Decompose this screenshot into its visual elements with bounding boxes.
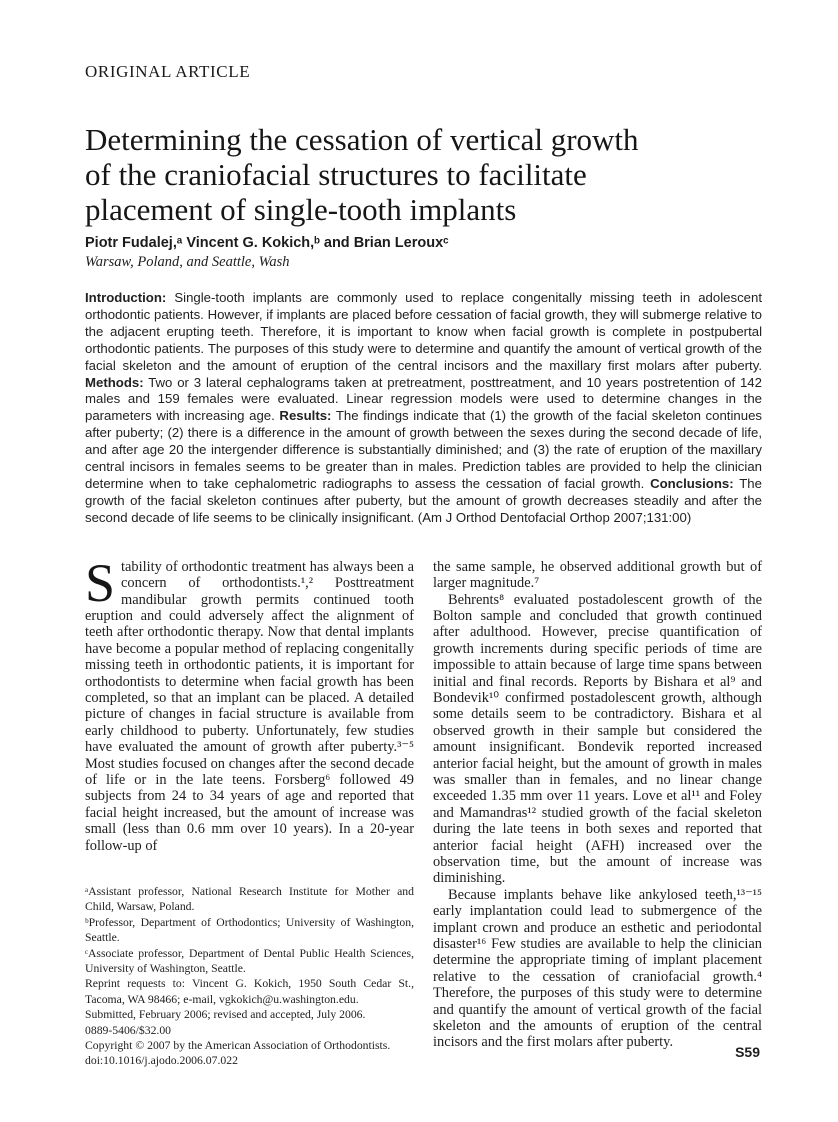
footnote-issn-price: 0889-5406/$32.00 <box>85 1023 172 1037</box>
article-type-label: ORIGINAL ARTICLE <box>85 62 251 81</box>
title-line-2: of the craniofacial structures to facilitate <box>85 157 587 192</box>
abstract-label-introduction: Introduction: <box>85 290 167 305</box>
body-paragraph-behrents: Behrents⁸ evaluated postadolescent growth of the Bolton sample and concluded that growth continued after adulthood. However, precise quantification of growth increments during specific periods of time are impossible to attain because of large time spans between initial and final records. Reports by Bishara et al⁹ and Bondevik¹⁰ confirmed postadolescent growth, although some details seem to be contradictory. Bishara et al observed growth in their sample but considered the amount insignificant. Bondevik reported increased anterior facial height, but the amount of growth in males was smaller than in females, and no linear change exceeded 1.35 mm over 11 years. Love et al¹¹ and Foley and Mamandras¹² studied growth of the facial skeleton during the late teens in both sexes and reported that anterior facial height (AFH) increased over the observation time, but the amount of increase was diminishing. <box>433 591 762 887</box>
left-column <box>85 552 414 1069</box>
footnote-copyright: Copyright © 2007 by the American Association of Orthodontists. <box>85 1039 391 1053</box>
footnote-affiliation-c: ᶜAssociate professor, Department of Dental Public Health Sciences, University of Washington, Seattle. <box>85 946 414 976</box>
body-columns <box>85 552 762 1069</box>
footnote-affiliation-a: ᵃAssistant professor, National Research Institute for Mother and Child, Warsaw, Poland. <box>85 885 414 914</box>
right-column <box>433 559 762 1069</box>
footnote-submission-dates: Submitted, February 2006; revised and accepted, July 2006. <box>85 1008 366 1022</box>
abstract <box>85 290 762 527</box>
page-number: S59 <box>735 1044 760 1060</box>
title-line-1: Determining the cessation of vertical growth <box>85 122 639 157</box>
footnote-reprint-requests: Reprint requests to: Vincent G. Kokich, 1950 South Cedar St., Tacoma, WA 98466; e-mail, vgkokich@u.washington.edu. <box>85 977 414 1006</box>
footnote-affiliation-b: ᵇProfessor, Department of Orthodontics; University of Washington, Seattle. <box>85 915 414 945</box>
abstract-label-results: Results: <box>279 408 332 424</box>
drop-cap: S <box>85 552 116 613</box>
article-title <box>85 122 762 227</box>
footnote-doi: doi:10.1016/j.ajodo.2006.07.022 <box>85 1054 238 1068</box>
footnotes-block <box>85 884 414 1069</box>
abstract-label-conclusions: Conclusions: <box>650 475 734 491</box>
abstract-text-results: The findings indicate that (1) the growth of the facial skeleton continues after puberty; (2) there is a difference in the amount of growth between the sexes during the second decade of life, and after age 20 the intergender difference is substantially diminished; and (3) the rate of eruption of the maxillary central incisors in females seems to be greater than in males. Prediction tables are provided to help the clinician determine when to take cephalometric radiographs to assess the cessation of facial growth. <box>85 408 763 491</box>
title-line-3: placement of single-tooth implants <box>85 192 517 227</box>
abstract-text-conclusions: The growth of the facial skeleton continues after puberty, but the amount of growth decreases steadily and after the second decade of life seems to be clinically insignificant. (Am J Orthod Dentofacial Orthop 2007;131:00) <box>85 475 762 525</box>
paragraph-text: tability of orthodontic treatment has always been a concern of orthodontists.¹,² Posttreatment mandibular growth permits continued tooth eruption and could adversely affect the alignment of teeth after orthodontic therapy. Now that dental implants have become a popular method of replacing congenitally missing teeth in orthodontic patients, it is important for orthodontists to determine when facial growth has been completed, so that an implant can be placed. A detailed picture of changes in facial structure is available from early childhood to puberty. Unfortunately, few studies have evaluated the amount of growth after puberty.³⁻⁵ Most studies focused on changes after the second decade of life or in the late teens. Forsberg⁶ followed 49 subjects from 24 to 34 years of age and reported that facial height increased, but the amount of increase was small (less than 0.6 mm over 10 years). In a 20-year follow-up of <box>85 558 414 854</box>
abstract-text-methods: Two or 3 lateral cephalograms taken at pretreatment, posttreatment, and 10 years postretention of 142 males and 159 females were evaluated. Linear regression models were used to determine changes in the parameters with increasing age. <box>85 374 762 424</box>
abstract-text-introduction: Single-tooth implants are commonly used to replace congenitally missing teeth in adolescent orthodontic patients. However, if implants are placed before cessation of facial growth, they will submerge relative to the adjacent erupting teeth. Therefore, it is important to know when facial growth is complete in postpubertal orthodontic patients. The purposes of this study were to determine and quantify the amount of vertical growth of the facial skeleton and the amount of eruption of the central incisors and the maxillary first molars after puberty. <box>85 290 762 373</box>
body-paragraph-continuation: the same sample, he observed additional growth but of larger magnitude.⁷ <box>433 558 762 592</box>
authors-byline: Piotr Fudalej,ᵃ Vincent G. Kokich,ᵇ and Brian Lerouxᶜ <box>85 235 449 251</box>
abstract-label-methods: Methods: <box>85 374 144 390</box>
affiliation-line: Warsaw, Poland, and Seattle, Wash <box>85 254 290 270</box>
body-paragraph-intro <box>85 552 414 854</box>
body-paragraph-purpose: Because implants behave like ankylosed teeth,¹³⁻¹⁵ early implantation could lead to submergence of the implant crown and produce an esthetic and periodontal disaster¹⁶ Few studies are available to help the clinician determine the appropriate timing of implant placement relative to the cessation of craniofacial growth.⁴ Therefore, the purposes of this study were to determine and quantify the amount of vertical growth of the facial skeleton and the amounts of eruption of the central incisors and the first molars after puberty. <box>433 886 762 1051</box>
